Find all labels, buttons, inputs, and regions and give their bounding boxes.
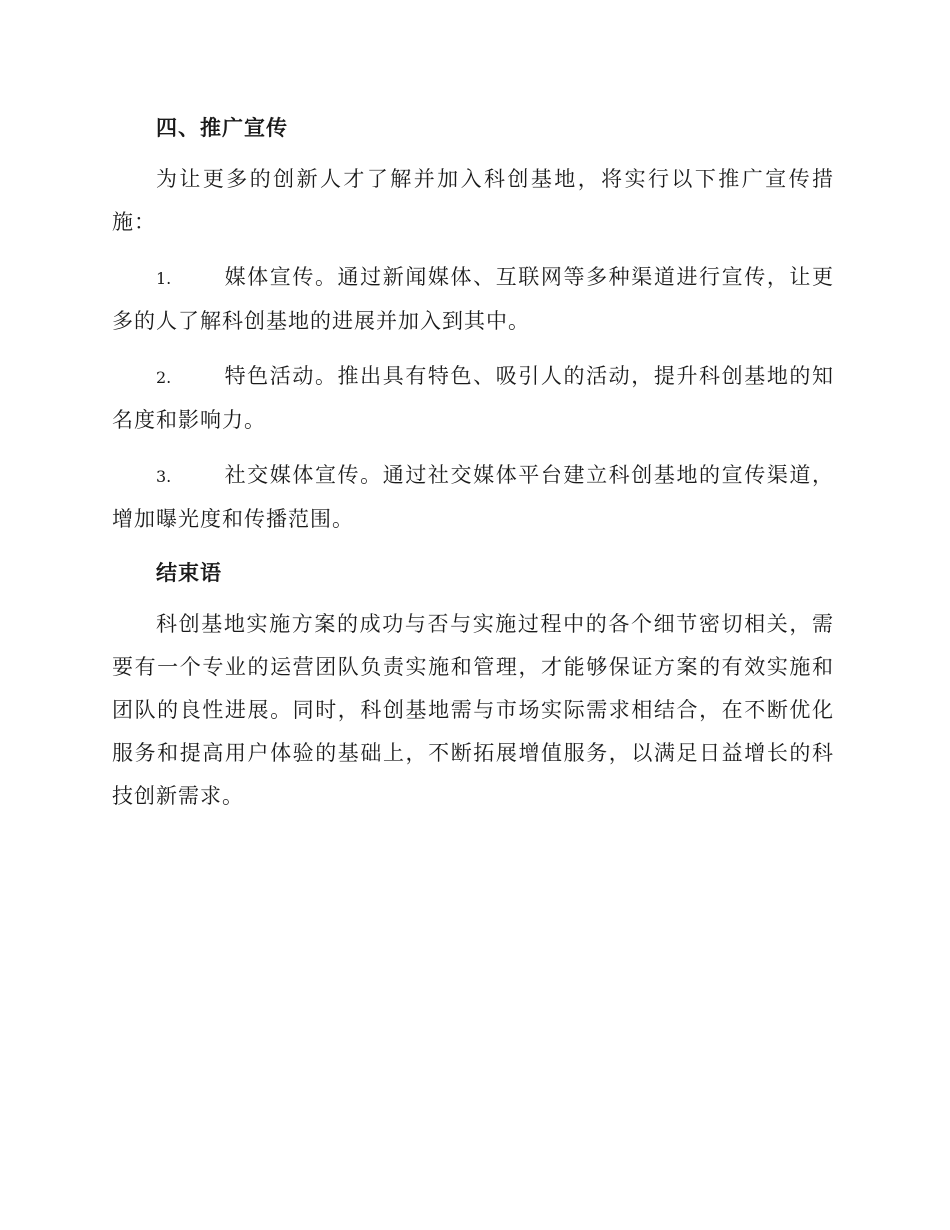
list-item-text: 特色活动。推出具有特色、吸引人的活动，提升科创基地的知名度和影响力。 [112,364,834,432]
list-item-text: 社交媒体宣传。通过社交媒体平台建立科创基地的宣传渠道，增加曝光度和传播范围。 [112,463,834,531]
list-item-media [112,256,834,343]
list-number: 2. [156,368,172,387]
list-item-events [112,355,834,442]
list-number: 3. [156,467,172,486]
section-heading-promotion: 四、推广宣传 [156,115,288,140]
promotion-intro-paragraph: 为让更多的创新人才了解并加入科创基地，将实行以下推广宣传措施： [112,167,834,234]
list-number: 1. [156,269,172,288]
list-item-text: 媒体宣传。通过新闻媒体、互联网等多种渠道进行宣传，让更多的人了解科创基地的进展并加入到其中。 [112,265,834,333]
conclusion-paragraph: 科创基地实施方案的成功与否与实施过程中的各个细节密切相关，需要有一个专业的运营团队负责实施和管理，才能够保证方案的有效实施和团队的良性进展。同时，科创基地需与市场实际需求相结合，在不断优化服务和提高用户体验的基础上，不断拓展增值服务，以满足日益增长的科技创新需求。 [112,612,834,808]
document-page [112,108,834,830]
section-heading-conclusion: 结束语 [156,560,222,585]
list-item-social-media [112,454,834,541]
